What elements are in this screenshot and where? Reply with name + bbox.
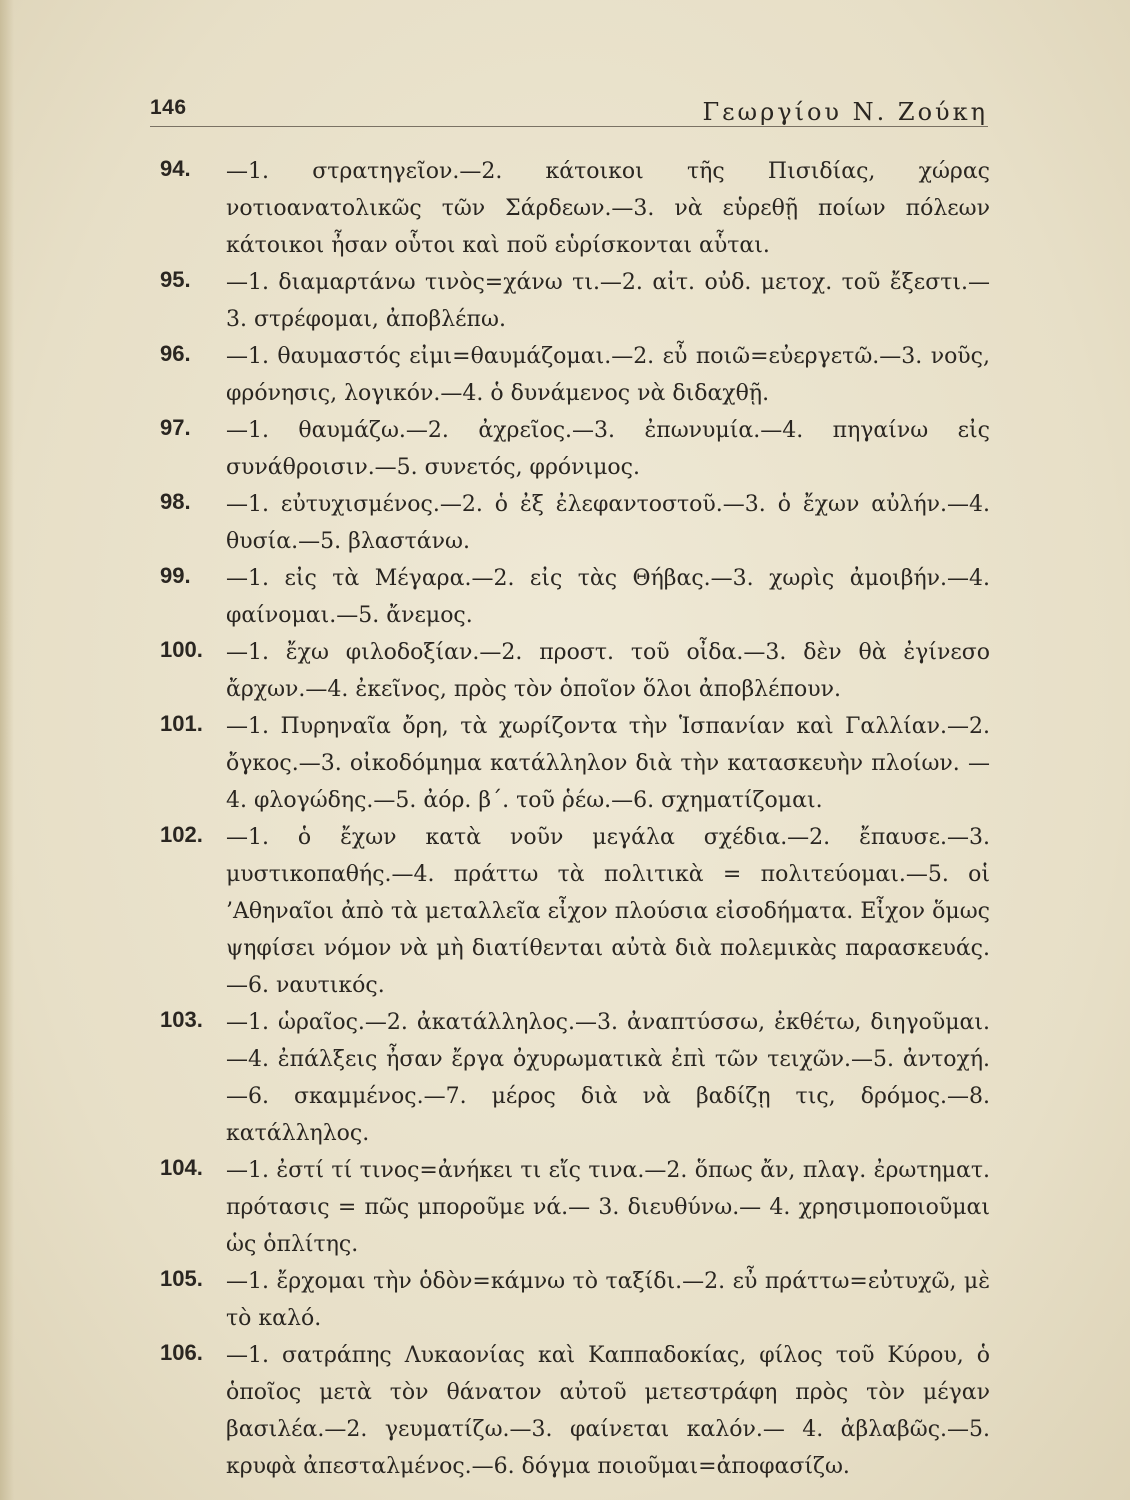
- entry-number: 95.: [160, 267, 191, 292]
- entry-number: 106.: [160, 1340, 203, 1365]
- entry-text: —1. στρατηγεῖον.—2. κάτοικοι τῆς Πισιδίας, χώρας νοτιοανατολικῶς τῶν Σάρδεων.—3. νὰ εὑρεθῇ ποίων πόλεων κάτοικοι ἦσαν οὗτοι καὶ ποῦ εὑρίσκονται αὗται.: [226, 159, 990, 258]
- answer-entry: [160, 1152, 990, 1263]
- answer-entry: [160, 153, 990, 264]
- entry-text: —1. Πυρηναῖα ὄρη, τὰ χωρίζοντα τὴν Ἱσπανίαν καὶ Γαλλίαν.—2. ὄγκος.—3. οἰκοδόμημα κατάλληλον διὰ τὴν κατασκευὴν πλοίων. —4. φλογώδης.—5. ἀόρ. β΄. τοῦ ῥέω.—6. σχηματίζομαι.: [226, 714, 990, 813]
- entry-number: 100.: [160, 637, 203, 662]
- entry-number: 101.: [160, 711, 203, 736]
- answer-entry: [160, 1263, 990, 1337]
- entry-number: 104.: [160, 1155, 203, 1180]
- page-header: [150, 96, 988, 130]
- answer-entry: [160, 338, 990, 412]
- entry-text: —1. ὡραῖος.—2. ἀκατάλληλος.—3. ἀναπτύσσω, ἐκθέτω, διηγοῦμαι.—4. ἐπάλξεις ἦσαν ἔργα ὀχυρωματικὰ ἐπὶ τῶν τειχῶν.—5. ἀντοχή.—6. σκαμμένος.—7. μέρος διὰ νὰ βαδίζῃ τις, δρόμος.—8. κατάλληλος.: [226, 1010, 990, 1146]
- page-edge-shadow: [0, 0, 14, 1500]
- page-number: 146: [150, 96, 187, 119]
- entry-number: 97.: [160, 415, 191, 440]
- entry-number: 103.: [160, 1007, 203, 1032]
- answer-entry: [160, 412, 990, 486]
- answer-entry: [160, 1337, 990, 1485]
- entry-text: —1. θαυμαστός εἰμι=θαυμάζομαι.—2. εὖ ποιῶ=εὐεργετῶ.—3. νοῦς, φρόνησις, λογικόν.—4. ὁ δυνάμενος νὰ διδαχθῇ.: [226, 344, 990, 406]
- entry-number: 94.: [160, 156, 191, 181]
- entry-text: —1. ὁ ἔχων κατὰ νοῦν μεγάλα σχέδια.—2. ἔπαυσε.—3. μυστικοπαθής.—4. πράττω τὰ πολιτικὰ = πολιτεύομαι.—5. οἱ ’Αθηναῖοι ἀπὸ τὰ μεταλλεῖα εἶχον πλούσια εἰσοδήματα. Εἶχον ὅμως ψηφίσει νόμον νὰ μὴ διατίθενται αὐτὰ διὰ πολεμικὰς παρασκευάς.—6. ναυτικός.: [226, 825, 990, 998]
- answer-entry: [160, 560, 990, 634]
- entry-number: 102.: [160, 822, 203, 847]
- answer-entry: [160, 486, 990, 560]
- answer-entry: [160, 634, 990, 708]
- entry-text: —1. εὐτυχισμένος.—2. ὁ ἐξ ἐλεφαντοστοῦ.—3. ὁ ἔχων αὐλήν.—4. θυσία.—5. βλαστάνω.: [226, 492, 990, 554]
- entry-text: —1. ἔρχομαι τὴν ὁδὸν=κάμνω τὸ ταξίδι.—2. εὖ πράττω=εὐτυχῶ, μὲ τὸ καλό.: [226, 1269, 990, 1331]
- entry-text: —1. σατράπης Λυκαονίας καὶ Καππαδοκίας, φίλος τοῦ Κύρου, ὁ ὁποῖος μετὰ τὸν θάνατον αὐτοῦ μετεστράφη πρὸς τὸν μέγαν βασιλέα.—2. γευματίζω.—3. φαίνεται καλόν.— 4. ἀβλαβῶς.—5. κρυφὰ ἀπεσταλμένος.—6. δόγμα ποιοῦμαι=ἀποφασίζω.: [226, 1343, 990, 1479]
- running-title: Γεωργίου Ν. Ζούκη: [702, 98, 988, 126]
- entry-text: —1. εἰς τὰ Μέγαρα.—2. εἰς τὰς Θήβας.—3. χωρὶς ἀμοιβήν.—4. φαίνομαι.—5. ἄνεμος.: [226, 566, 990, 628]
- entry-number: 105.: [160, 1266, 203, 1291]
- entry-number: 96.: [160, 341, 191, 366]
- answer-list: [160, 153, 990, 1485]
- header-rule: [150, 126, 988, 127]
- entry-text: —1. ἔχω φιλοδοξίαν.—2. προστ. τοῦ οἶδα.—3. δὲν θὰ ἐγίνεσο ἄρχων.—4. ἐκεῖνος, πρὸς τὸν ὁποῖον ὅλοι ἀποβλέπουν.: [226, 640, 990, 702]
- entry-text: —1. ἐστί τί τινος=ἀνήκει τι εἴς τινα.—2. ὅπως ἄν, πλαγ. ἐρωτηματ. πρότασις = πῶς μποροῦμε νά.— 3. διευθύνω.— 4. χρησιμοποιοῦμαι ὡς ὁπλίτης.: [226, 1158, 990, 1257]
- answer-entry: [160, 264, 990, 338]
- answer-entry: [160, 819, 990, 1004]
- entry-number: 99.: [160, 563, 191, 588]
- answer-entry: [160, 1004, 990, 1152]
- answer-entry: [160, 708, 990, 819]
- entry-number: 98.: [160, 489, 191, 514]
- entry-text: —1. διαμαρτάνω τινὸς=χάνω τι.—2. αἰτ. οὐδ. μετοχ. τοῦ ἔξεστι.—3. στρέφομαι, ἀποβλέπω.: [226, 270, 990, 332]
- entry-text: —1. θαυμάζω.—2. ἀχρεῖος.—3. ἐπωνυμία.—4. πηγαίνω εἰς συνάθροισιν.—5. συνετός, φρόνιμος.: [226, 418, 990, 480]
